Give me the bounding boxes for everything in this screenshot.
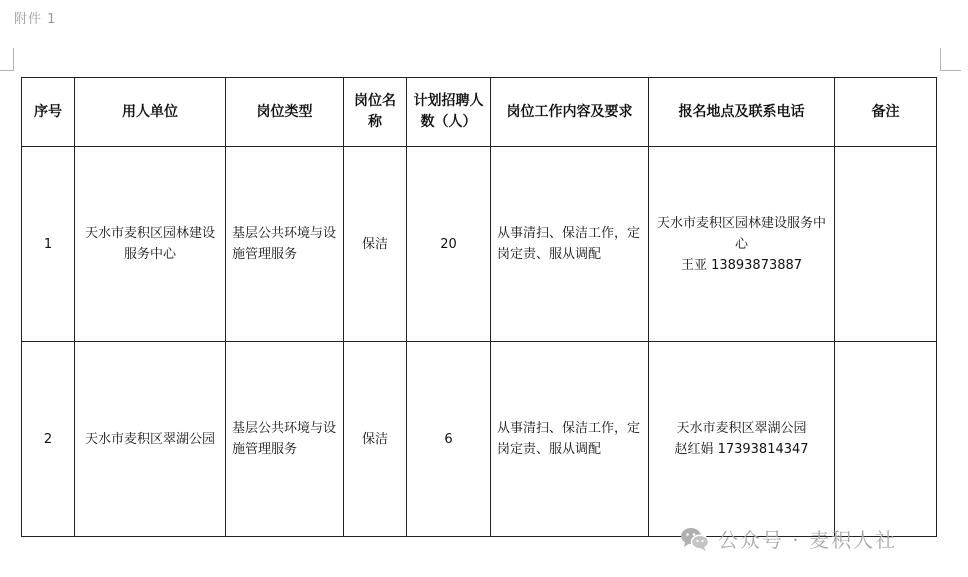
table-header-row	[22, 78, 937, 147]
column-header-duties: 岗位工作内容及要求	[491, 78, 649, 147]
recruitment-table	[21, 77, 937, 537]
cell-employer: 天水市麦积区翠湖公园	[75, 342, 226, 537]
cell-index: 1	[22, 147, 75, 342]
column-header-job-type: 岗位类型	[226, 78, 344, 147]
cell-employer: 天水市麦积区园林建设服务中心	[75, 147, 226, 342]
page-corner-mark-right	[940, 48, 961, 71]
wechat-icon	[680, 526, 710, 552]
cell-job-name: 保洁	[344, 147, 407, 342]
cell-headcount: 20	[407, 147, 491, 342]
watermark	[680, 524, 897, 553]
cell-headcount: 6	[407, 342, 491, 537]
column-header-employer: 用人单位	[75, 78, 226, 147]
column-header-headcount: 计划招聘人数（人）	[407, 78, 491, 147]
cell-contact: 天水市麦积区翠湖公园 赵红娟 17393814347	[649, 342, 835, 537]
cell-remark	[835, 147, 937, 342]
attachment-label: 附件 1	[14, 12, 57, 27]
cell-index: 2	[22, 342, 75, 537]
cell-remark	[835, 342, 937, 537]
cell-job-name: 保洁	[344, 342, 407, 537]
watermark-text: 公众号 · 麦积人社	[718, 528, 898, 552]
column-header-remark: 备注	[835, 78, 937, 147]
cell-job-type: 基层公共环境与设施管理服务	[226, 147, 344, 342]
column-header-index: 序号	[22, 78, 75, 147]
cell-job-type: 基层公共环境与设施管理服务	[226, 342, 344, 537]
cell-duties: 从事清扫、保洁工作，定岗定责、服从调配	[491, 147, 649, 342]
cell-contact: 天水市麦积区园林建设服务中心 王亚 13893873887	[649, 147, 835, 342]
page-corner-mark-left	[0, 48, 14, 71]
cell-duties: 从事清扫、保洁工作，定岗定责、服从调配	[491, 342, 649, 537]
table-row	[22, 342, 937, 537]
column-header-contact: 报名地点及联系电话	[649, 78, 835, 147]
column-header-job-name: 岗位名称	[344, 78, 407, 147]
table-row	[22, 147, 937, 342]
